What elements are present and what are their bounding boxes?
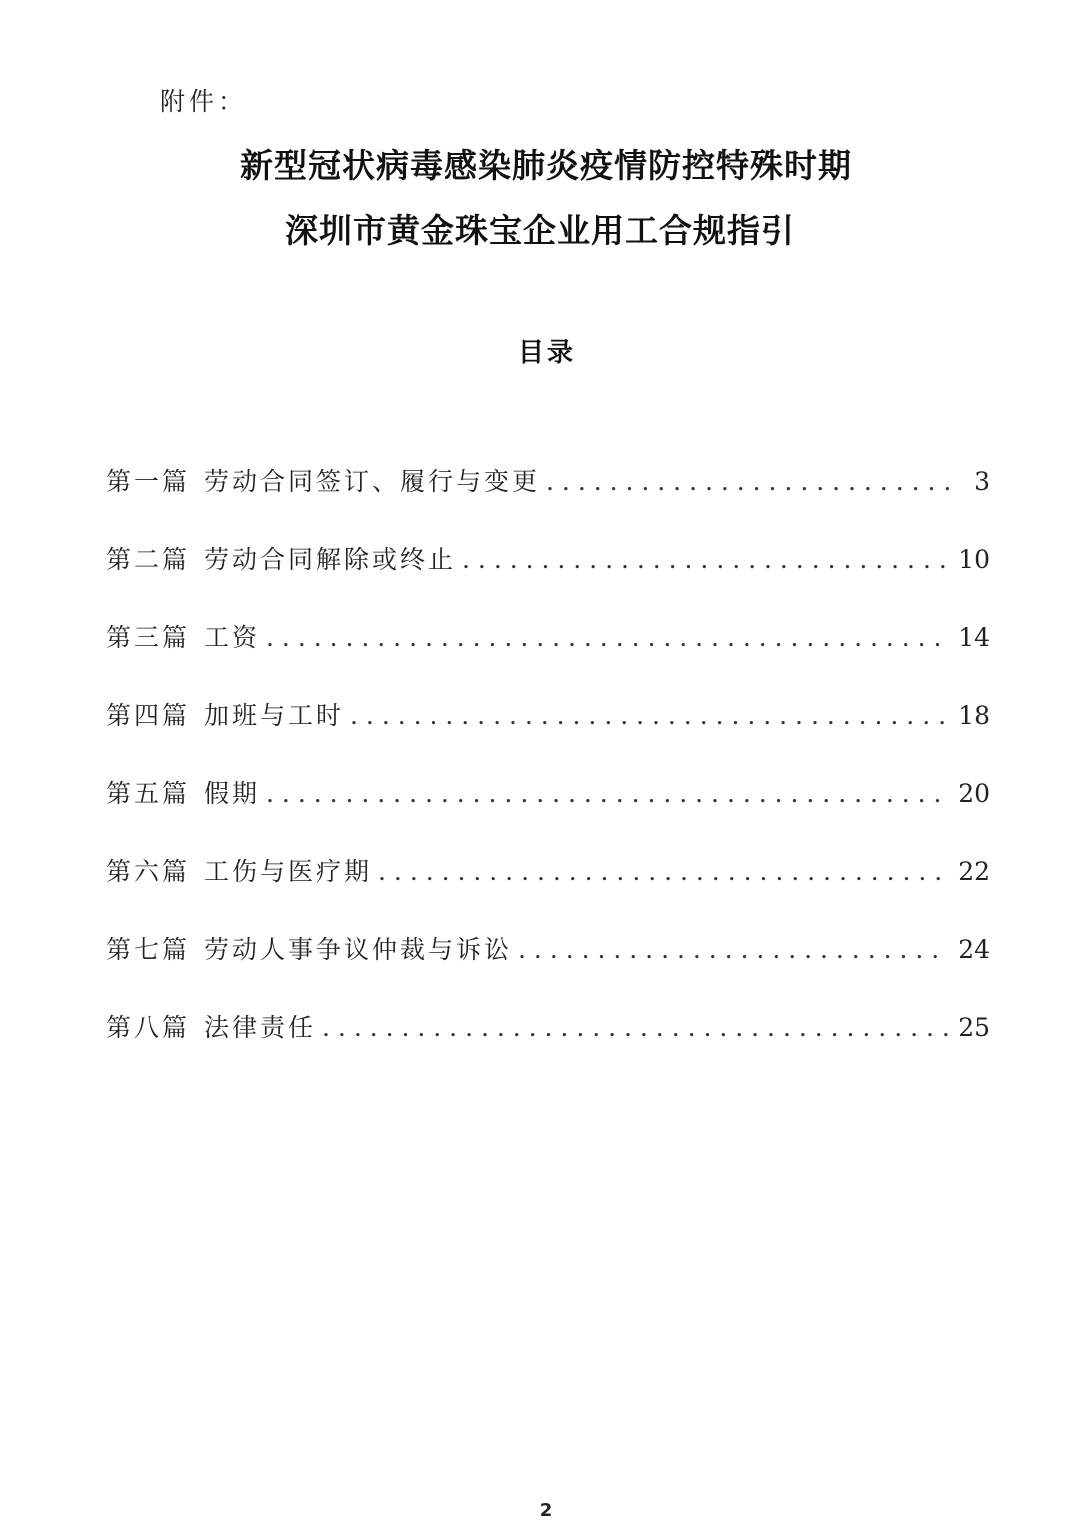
toc-dot-leader (322, 1013, 948, 1042)
toc-page-number: 25 (958, 1013, 990, 1042)
toc-page-number: 3 (974, 467, 990, 496)
toc-dot-leader (546, 467, 950, 496)
toc-part-label: 第二篇 (106, 545, 191, 574)
document-title-line1: 新型冠状病毒感染肺炎疫情防控特殊时期 (240, 146, 852, 185)
toc-dot-leader (462, 545, 948, 574)
toc-entry[interactable] (106, 852, 990, 930)
toc-entry-title: 工伤与医疗期 (204, 857, 373, 886)
toc-entry-title: 加班与工时 (204, 701, 345, 730)
toc-dot-leader (378, 857, 948, 886)
toc-part-label: 第四篇 (106, 701, 191, 730)
page-number: 2 (539, 1500, 553, 1521)
toc-entry[interactable] (106, 696, 990, 774)
toc-part-label: 第八篇 (106, 1013, 191, 1042)
toc-entry[interactable] (106, 540, 990, 618)
toc-entry[interactable] (106, 618, 990, 696)
toc-entry[interactable] (106, 930, 990, 1008)
toc-entry[interactable] (106, 774, 990, 852)
document-title-line2: 深圳市黄金珠宝企业用工合规指引 (285, 211, 795, 250)
toc-entry-title: 法律责任 (204, 1013, 317, 1042)
toc-entry[interactable] (106, 1008, 990, 1086)
toc-page-number: 20 (958, 779, 990, 808)
toc-entry-title: 工资 (204, 623, 261, 652)
toc-part-label: 第七篇 (106, 935, 191, 964)
toc-page-number: 14 (958, 623, 990, 652)
attachment-label: 附件： (160, 87, 248, 116)
table-of-contents (106, 462, 990, 1086)
toc-dot-leader (266, 623, 948, 652)
toc-entry[interactable] (106, 462, 990, 540)
toc-page-number: 10 (958, 545, 990, 574)
toc-page-number: 22 (958, 857, 990, 886)
toc-heading: 目录 (517, 338, 576, 368)
toc-part-label: 第三篇 (106, 623, 191, 652)
toc-part-label: 第六篇 (106, 857, 191, 886)
toc-entry-title: 假期 (204, 779, 261, 808)
toc-dot-leader (266, 779, 948, 808)
toc-page-number: 18 (958, 701, 990, 730)
toc-entry-title: 劳动合同签订、履行与变更 (204, 467, 541, 496)
toc-dot-leader (518, 935, 948, 964)
toc-page-number: 24 (958, 935, 990, 964)
toc-part-label: 第一篇 (106, 467, 191, 496)
toc-entry-title: 劳动人事争议仲裁与诉讼 (204, 935, 513, 964)
toc-dot-leader (350, 701, 948, 730)
toc-entry-title: 劳动合同解除或终止 (204, 545, 457, 574)
toc-part-label: 第五篇 (106, 779, 191, 808)
